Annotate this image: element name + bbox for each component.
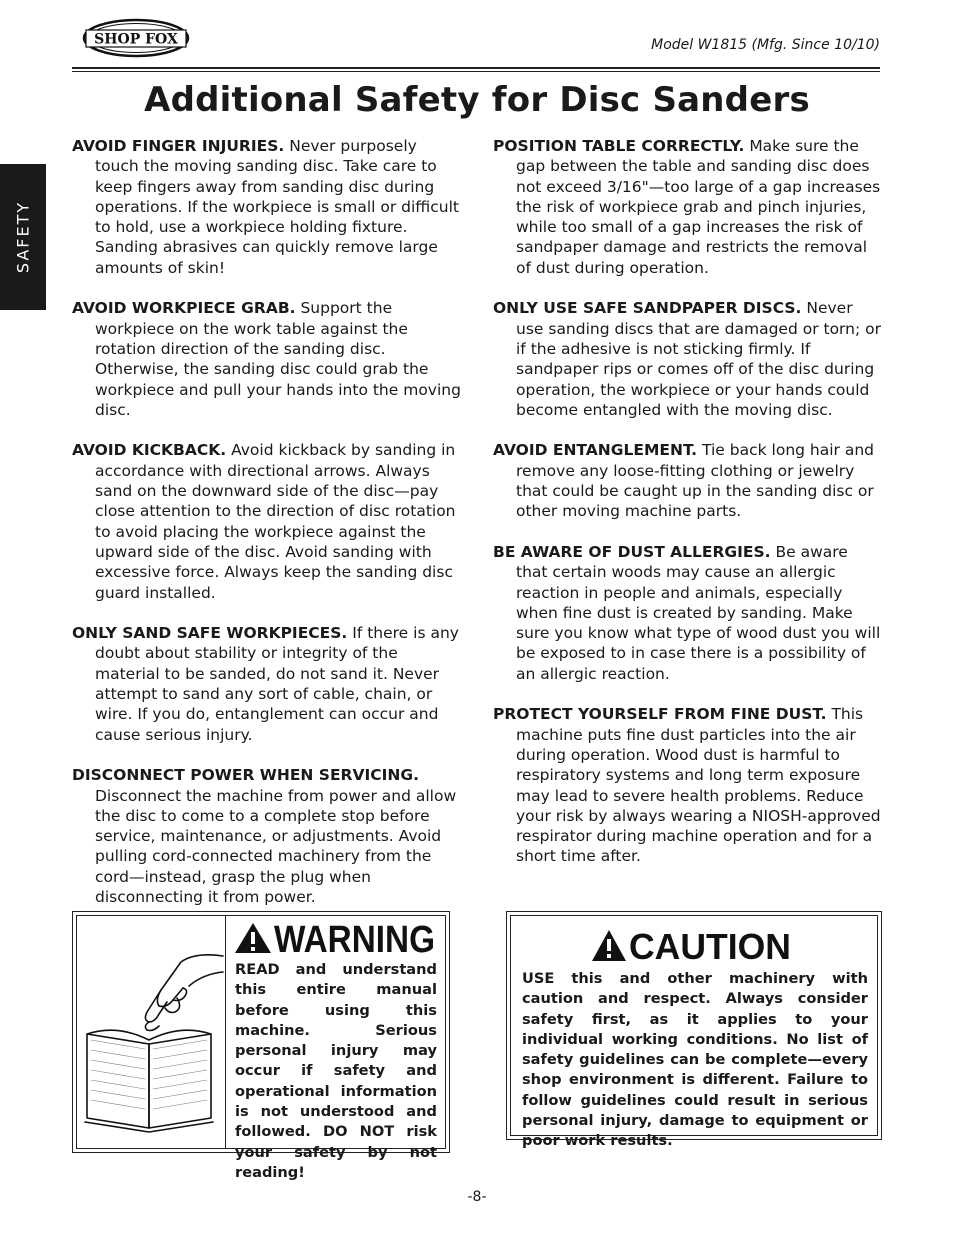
item-body: Support the workpiece on the work table against the rotation direction of the sanding disc. Otherwise, the sanding disc could grab the workpiece and pull your hands into the moving disc. bbox=[95, 299, 461, 419]
header-rule-thin bbox=[72, 71, 880, 72]
left-column bbox=[72, 136, 464, 928]
right-column bbox=[493, 136, 881, 887]
safety-item bbox=[493, 440, 881, 521]
item-heading: DISCONNECT POWER WHEN SERVICING. bbox=[72, 766, 419, 785]
item-body: This machine puts fine dust particles into the air during operation. Wood dust is harmful to respiratory systems and long term exposure may lead to severe health problems. Reduce your risk by always wearing a NIOSH-approved respirator during machine operation and for a short time after. bbox=[516, 705, 881, 866]
shop-fox-logo bbox=[82, 18, 190, 58]
header-rule bbox=[72, 67, 880, 69]
warning-label: WARNING bbox=[274, 919, 435, 961]
safety-item bbox=[493, 298, 881, 420]
item-heading: BE AWARE OF DUST ALLERGIES. bbox=[493, 542, 771, 561]
item-body: Tie back long hair and remove any loose-fitting clothing or jewelry that could be caught up in the sanding disc or other moving machine parts. bbox=[516, 441, 874, 521]
safety-item bbox=[493, 704, 881, 866]
item-body: Never use sanding discs that are damaged or torn; or if the adhesive is not sticking firmly. If sandpaper rips or comes off of the disc during operation, the workpiece or your hands could become entangled with the moving disc. bbox=[516, 299, 881, 419]
item-heading: POSITION TABLE CORRECTLY. bbox=[493, 137, 745, 155]
manual-illustration bbox=[77, 916, 226, 1148]
caution-box bbox=[506, 911, 882, 1150]
safety-item bbox=[72, 765, 464, 907]
hand-pointing-at-open-book-icon bbox=[77, 916, 225, 1148]
safety-item bbox=[72, 623, 464, 745]
section-tab bbox=[0, 164, 46, 310]
safety-item bbox=[72, 136, 464, 278]
safety-item bbox=[493, 136, 881, 278]
page-number: -8- bbox=[467, 1189, 487, 1205]
item-heading: AVOID FINGER INJURIES. bbox=[72, 137, 285, 155]
caution-label: CAUTION bbox=[629, 926, 791, 967]
item-heading: PROTECT YOURSELF FROM FINE DUST. bbox=[493, 705, 827, 724]
warning-text: READ and understand this entire manual before using this machine. Serious personal injury may occur if safety and operational information is not understood and followed. DO NOT risk your safety by not reading! bbox=[235, 961, 437, 1181]
item-heading: ONLY SAND SAFE WORKPIECES. bbox=[72, 624, 348, 643]
warning-box bbox=[72, 911, 450, 1181]
caution-text: USE this and other machinery with caution and respect. Always consider safety first, as it applies to your individual working conditions. No list of safety guidelines can be complete—every shop environment is different. Failure to follow guidelines could result in serious personal injury, damage to equipment or poor work results. bbox=[522, 970, 868, 1150]
caution-header bbox=[589, 926, 793, 967]
warning-box-inner bbox=[76, 915, 446, 1181]
item-body: Make sure the gap between the table and sanding disc does not exceed 3/16"—too large of a gap increases the risk of workpiece grab and pinch injuries, while too small of a gap increases the risk of sandpaper damage and restricts the removal of dust during operation. bbox=[516, 137, 881, 277]
caution-box-inner bbox=[510, 915, 878, 1150]
section-tab-label: SAFETY bbox=[13, 200, 33, 274]
logo-text: SHOP FOX bbox=[94, 31, 178, 48]
item-heading: ONLY USE SAFE SANDPAPER DISCS. bbox=[493, 299, 802, 318]
safety-item bbox=[72, 440, 464, 602]
item-body: If there is any doubt about stability or integrity of the material to be sanded, do not sand it. Never attempt to sand any sort of cable, chain, or wire. If you do, entanglement can occur and cause serious injury. bbox=[95, 624, 459, 744]
page-title: Additional Safety for Disc Sanders bbox=[144, 80, 810, 120]
warning-header bbox=[232, 919, 438, 961]
item-heading: AVOID ENTANGLEMENT. bbox=[493, 441, 698, 460]
item-body: Never purposely touch the moving sanding disc. Take care to keep fingers away from sanding disc during operations. If the workpiece is small or difficult to hold, use a workpiece holding fixture. Sanding abrasives can quickly remove large amounts of skin! bbox=[95, 137, 460, 277]
safety-item bbox=[493, 542, 881, 684]
item-body: Avoid kickback by sanding in accordance with directional arrows. Always sand on the downward side of the disc—pay close attention to the direction of disc rotation to avoid placing the workpiece against the upward side of the disc. Avoid sanding with excessive force. Always keep the sanding disc guard installed. bbox=[95, 441, 456, 602]
model-label: Model W1815 (Mfg. Since 10/10) bbox=[651, 37, 880, 53]
item-body: Be aware that certain woods may cause an allergic reaction in people and animals, especially when fine dust is created by sanding. Make sure you know what type of wood dust you will be exposed to in case there is a possibility of an allergic reaction. bbox=[516, 542, 881, 683]
safety-item bbox=[72, 298, 464, 420]
item-heading: AVOID KICKBACK. bbox=[72, 441, 227, 460]
item-heading: AVOID WORKPIECE GRAB. bbox=[72, 299, 296, 318]
item-body: Disconnect the machine from power and allow the disc to come to a complete stop before service, maintenance, or adjustments. Avoid pulling cord-connected machinery from the cord—instead, grasp the plug when disconnecting it from power. bbox=[95, 786, 457, 906]
